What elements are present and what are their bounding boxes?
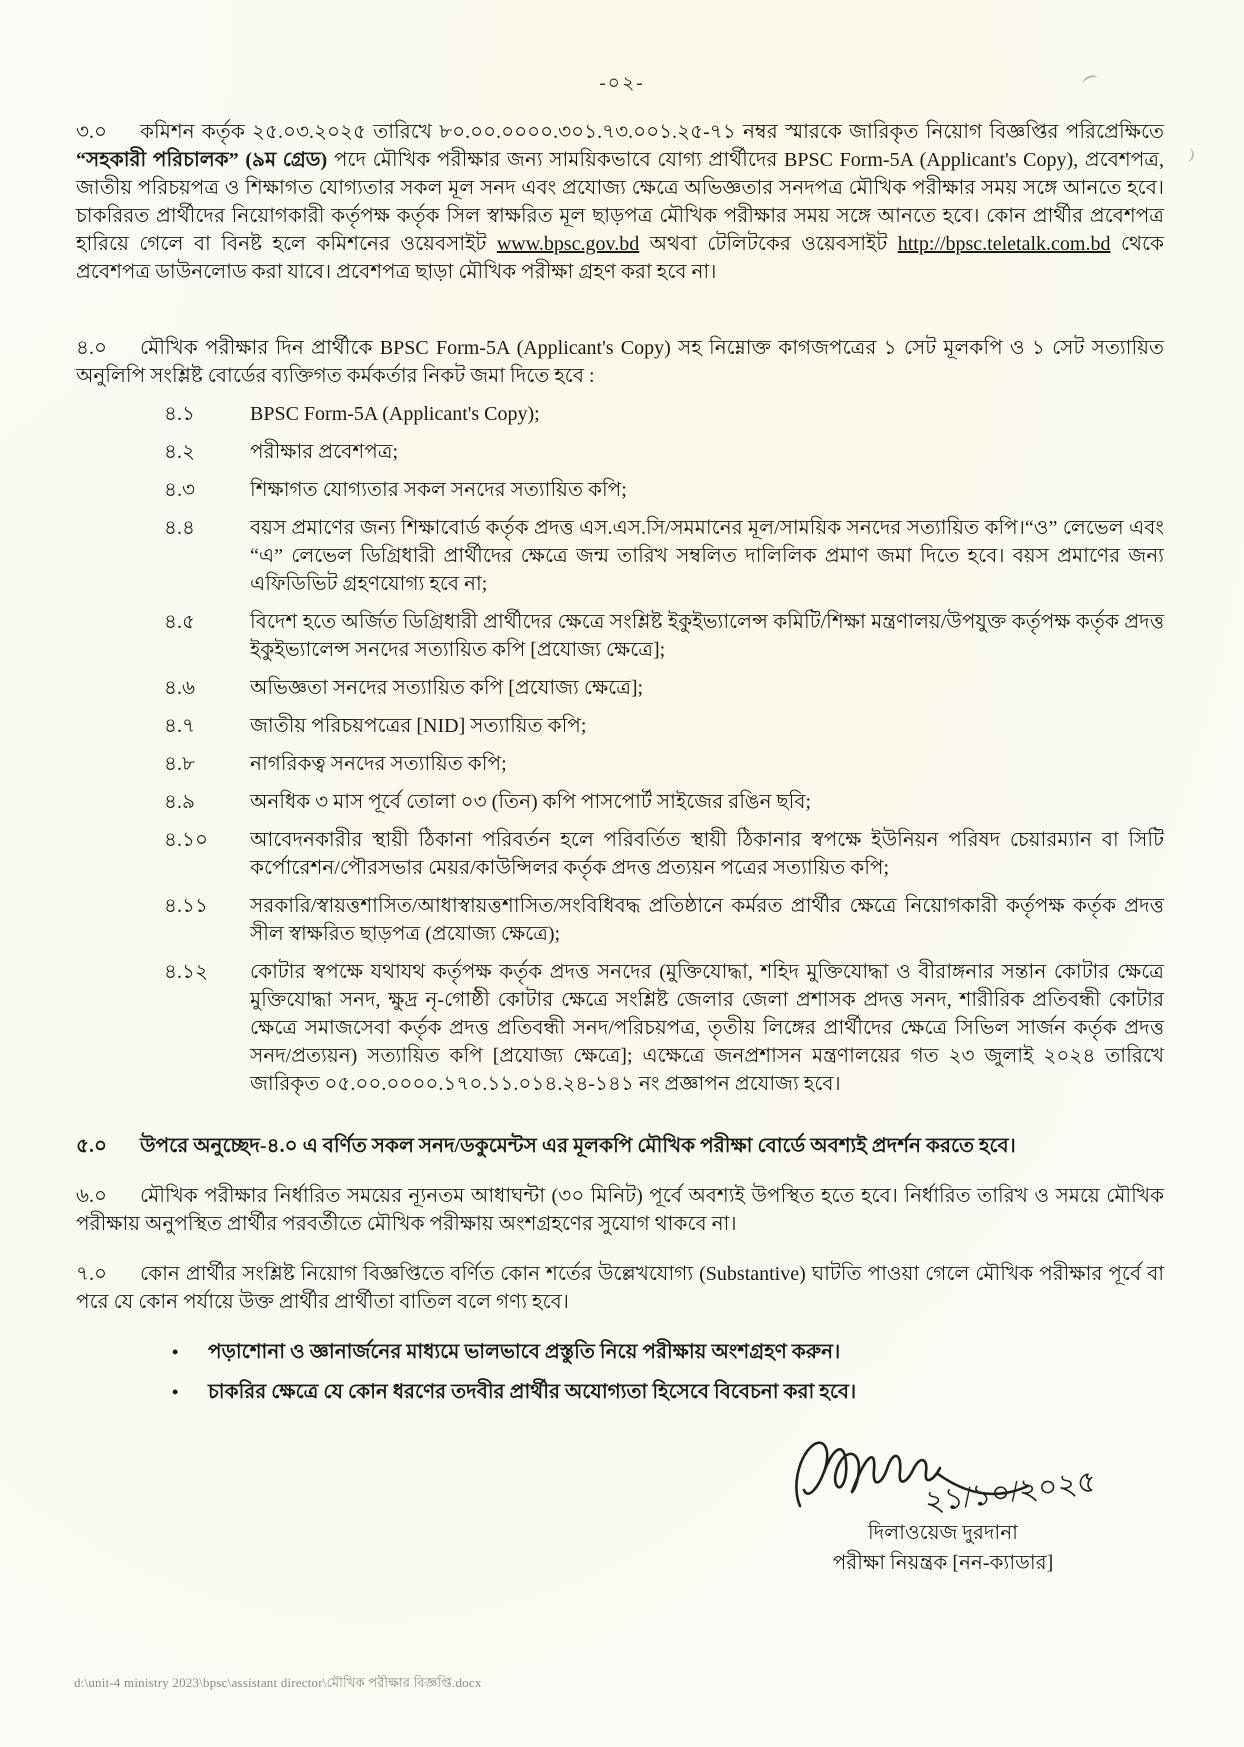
item-number: ৪.৮ bbox=[164, 753, 195, 775]
item-number: ৪.৩ bbox=[164, 479, 195, 501]
item-number: ৪.৯ bbox=[164, 791, 195, 813]
clause-number: ৫.০ bbox=[76, 1135, 107, 1157]
list-item-4-7 bbox=[164, 712, 1164, 740]
list-item-4-12 bbox=[164, 958, 1164, 1098]
bullet-text: চাকরির ক্ষেত্রে যে কোন ধরণের তদবীর প্রার্থীর অযোগ্যতা হিসেবে বিবেচনা করা হবে। bbox=[208, 1381, 857, 1403]
clause-text: থেকে প্রবেশপত্র ডাউনলোড করা যাবে। প্রবেশপত্র ছাড়া মৌখিক পরীক্ষা গ্রহণ করা হবে না। bbox=[76, 233, 1164, 283]
item-number: ৪.৭ bbox=[164, 715, 195, 737]
item-text: শিক্ষাগত যোগ্যতার সকল সনদের সত্যায়িত কপি; bbox=[250, 479, 627, 501]
clause-number: ৬.০ bbox=[76, 1185, 108, 1207]
item-text: বিদেশ হতে অর্জিত ডিগ্রিধারী প্রার্থীদের ক্ষেত্রে সংশ্লিষ্ট ইকুইভ্যালেন্স কমিটি/শিক্ষা মন্ত্রণালয়/উপযুক্ত কর্তৃপক্ষ কর্তৃক প্রদত্ত ইকুইভ্যালেন্স সনদের সত্যায়িত কপি [প্রযোজ্য ক্ষেত্রে]; bbox=[250, 611, 1164, 661]
list-item-4-5 bbox=[164, 608, 1164, 664]
bullet-text: পড়াশোনা ও জ্ঞানার্জনের মাধ্যমে ভালভাবে প্রস্তুতি নিয়ে পরীক্ষায় অংশগ্রহণ করুন। bbox=[208, 1341, 841, 1363]
clause-number: ৪.০ bbox=[76, 337, 107, 359]
list-item-4-1 bbox=[164, 400, 1164, 428]
signature-name: দিলাওয়েজ দুরদানা bbox=[868, 1522, 1018, 1544]
clause-text: অথবা টেলিটকের ওয়েবসাইট bbox=[639, 233, 898, 255]
paragraph-5-0 bbox=[76, 1132, 1164, 1160]
signature-scribble bbox=[778, 1428, 1108, 1528]
page-number: -০২- bbox=[599, 73, 645, 94]
list-item-4-8 bbox=[164, 750, 1164, 778]
item-text: অভিজ্ঞতা সনদের সত্যায়িত কপি [প্রযোজ্য ক্ষেত্রে]; bbox=[250, 677, 644, 699]
clause-text: কোন প্রার্থীর সংশ্লিষ্ট নিয়োগ বিজ্ঞপ্তিতে বর্ণিত কোন শর্তের উল্লেখযোগ্য (Substantive) ঘাটতি পাওয়া গেলে মৌখিক পরীক্ষার পূর্বে বা পরে যে কোন পর্যায়ে উক্ত প্রার্থীর প্রার্থীতা বাতিল বলে গণ্য হবে। bbox=[76, 1263, 1164, 1313]
bullet-icon: • bbox=[172, 1342, 179, 1362]
item-text: নাগরিকত্ব সনদের সত্যায়িত কপি; bbox=[250, 753, 507, 775]
post-name-bold: “সহকারী পরিচালক” (৯ম গ্রেড) bbox=[76, 149, 328, 171]
list-item-4-9 bbox=[164, 788, 1164, 816]
teletalk-website-url: http://bpsc.teletalk.com.bd bbox=[897, 233, 1111, 255]
item-number: ৪.১১ bbox=[164, 895, 208, 917]
item-number: ৪.১ bbox=[164, 403, 195, 425]
advice-bullet-list bbox=[172, 1338, 1164, 1406]
item-text: বয়স প্রমাণের জন্য শিক্ষাবোর্ড কর্তৃক প্রদত্ত এস.এস.সি/সমমানের মূল/সাময়িক সনদের সত্যায়িত কপি।“ও” লেভেল এবং “এ” লেভেল ডিগ্রিধারী প্রার্থীদের ক্ষেত্রে জন্ম তারিখ সম্বলিত দালিলিক প্রমাণ জমা দিতে হবে। বয়স প্রমাণের জন্য এফিডিভিট গ্রহণযোগ্য হবে না; bbox=[250, 517, 1164, 595]
list-item-4-4 bbox=[164, 514, 1164, 598]
item-text: সরকারি/স্বায়ত্তশাসিত/আধাস্বায়ত্তশাসিত/সংবিধিবদ্ধ প্রতিষ্ঠানে কর্মরত প্রার্থীর ক্ষেত্রে নিয়োগকারী কর্তৃপক্ষ কর্তৃক প্রদত্ত সীল স্বাক্ষরিত ছাড়পত্র (প্রযোজ্য ক্ষেত্রে); bbox=[250, 895, 1164, 945]
paragraph-4-0 bbox=[76, 334, 1164, 390]
bullet-item bbox=[172, 1338, 1164, 1366]
bpsc-website-url: www.bpsc.gov.bd bbox=[496, 233, 640, 255]
item-number: ৪.৫ bbox=[164, 611, 195, 633]
signature-date: ২১/১০/২০২৫ bbox=[922, 1465, 1099, 1519]
clause-text: পদে মৌখিক পরীক্ষার জন্য সাময়িকভাবে যোগ্য প্রার্থীদের BPSC Form-5A (Applicant's Copy), প্রবেশপত্র, জাতীয় পরিচয়পত্র ও শিক্ষাগত যোগ্যতার সকল মূল সনদ এবং প্রযোজ্য ক্ষেত্রে অভিজ্ঞতার সনদপত্র মৌখিক পরীক্ষার সময় সঙ্গে আনতে হবে। চাকরিরত প্রার্থীদের নিয়োগকারী কর্তৃপক্ষ কর্তৃক সিল স্বাক্ষরিত মূল ছাড়পত্র মৌখিক পরীক্ষার সময় সঙ্গে আনতে হবে। কোন প্রার্থীর প্রবেশপত্র হারিয়ে গেলে বা বিনষ্ট হলে কমিশনের ওয়েবসাইট bbox=[76, 149, 1164, 255]
list-item-4-6 bbox=[164, 674, 1164, 702]
clause-text: উপরে অনুচ্ছেদ-৪.০ এ বর্ণিত সকল সনদ/ডকুমেন্টস এর মূলকপি মৌখিক পরীক্ষা বোর্ডে অবশ্যই প্রদর্শন করতে হবে। bbox=[140, 1135, 1016, 1157]
item-text: অনধিক ৩ মাস পূর্বে তোলা ০৩ (তিন) কপি পাসপোর্ট সাইজের রঙিন ছবি; bbox=[250, 791, 812, 813]
bullet-icon: • bbox=[172, 1382, 179, 1402]
item-text: পরীক্ষার প্রবেশপত্র; bbox=[250, 441, 399, 463]
list-item-4-11 bbox=[164, 892, 1164, 948]
clause-text: মৌখিক পরীক্ষার দিন প্রার্থীকে BPSC Form-5A (Applicant's Copy) সহ নিম্নোক্ত কাগজপত্রের ১ সেট মূলকপি ও ১ সেট সত্যায়িত অনুলিপি সংশ্লিষ্ট বোর্ডের ব্যক্তিগত কর্মকর্তার নিকট জমা দিতে হবে : bbox=[76, 337, 1164, 387]
item-number: ৪.৬ bbox=[164, 677, 195, 699]
clause-number: ৩.০ bbox=[76, 121, 108, 143]
document-body bbox=[76, 118, 1164, 1406]
paragraph-7-0 bbox=[76, 1260, 1164, 1316]
paragraph-3-0 bbox=[76, 118, 1164, 286]
item-text: জাতীয় পরিচয়পত্রের [NID] সত্যায়িত কপি; bbox=[250, 715, 587, 737]
item-number: ৪.১২ bbox=[164, 961, 208, 983]
scan-artifact-mark bbox=[1184, 147, 1195, 162]
item-text: BPSC Form-5A (Applicant's Copy); bbox=[250, 403, 540, 425]
item-number: ৪.১০ bbox=[164, 829, 208, 851]
clause-text: কমিশন কর্তৃক ২৫.০৩.২০২৫ তারিখে ৮০.০০.০০০০.৩০১.৭৩.০০১.২৫-৭১ নম্বর স্মারকে জারিকৃত নিয়োগ বিজ্ঞপ্তির পরিপ্রেক্ষিতে bbox=[140, 121, 1164, 143]
footer-file-path: d:\unit-4 ministry 2023\bpsc\assistant director\মৌখিক পরীক্ষার বিজ্ঞপ্তি.docx bbox=[74, 1675, 482, 1690]
item-text: কোটার স্বপক্ষে যথাযথ কর্তৃপক্ষ কর্তৃক প্রদত্ত সনদের (মুক্তিযোদ্ধা, শহিদ মুক্তিযোদ্ধা ও বীরাঙ্গনার সন্তান কোটার ক্ষেত্রে মুক্তিযোদ্ধা সনদ, ক্ষুদ্র নৃ-গোষ্ঠী কোটার ক্ষেত্রে সংশ্লিষ্ট জেলার জেলা প্রশাসক প্রদত্ত সনদ, শারীরিক প্রতিবন্ধী কোটার ক্ষেত্রে সমাজসেবা কর্তৃক প্রদত্ত প্রতিবন্ধী সনদ/পরিচয়পত্র, তৃতীয় লিঙ্গের প্রার্থীদের ক্ষেত্রে সিভিল সার্জন কর্তৃক প্রদত্ত সনদ/প্রত্যয়ন) সত্যায়িত কপি [প্রযোজ্য ক্ষেত্রে]; এক্ষেত্রে জনপ্রশাসন মন্ত্রণালয়ের গত ২৩ জুলাই ২০২৪ তারিখে জারিকৃত ০৫.০০.০০০০.১৭০.১১.০১৪.২৪-১৪১ নং প্রজ্ঞাপন প্রযোজ্য হবে। bbox=[250, 961, 1164, 1095]
list-item-4-2 bbox=[164, 438, 1164, 466]
signature-block bbox=[738, 1428, 1148, 1578]
clause-number: ৭.০ bbox=[76, 1263, 108, 1285]
bullet-item bbox=[172, 1378, 1164, 1406]
item-number: ৪.৪ bbox=[164, 517, 195, 539]
paragraph-6-0 bbox=[76, 1182, 1164, 1238]
item-text: আবেদনকারীর স্থায়ী ঠিকানা পরিবর্তন হলে পরিবর্তিত স্থায়ী ঠিকানার স্বপক্ষে ইউনিয়ন পরিষদ চেয়ারম্যান বা সিটি কর্পোরেশন/পৌরসভার মেয়র/কাউন্সিলর কর্তৃক প্রদত্ত প্রত্যয়ন পত্রের সত্যায়িত কপি; bbox=[250, 829, 1164, 879]
clause-text: মৌখিক পরীক্ষার নির্ধারিত সময়ের ন্যূনতম আধাঘন্টা (৩০ মিনিট) পূর্বে অবশ্যই উপস্থিত হতে হবে। নির্ধারিত তারিখ ও সময়ে মৌখিক পরীক্ষায় অনুপস্থিত প্রার্থীর পরবর্তীতে মৌখিক পরীক্ষায় অংশগ্রহণের সুযোগ থাকবে না। bbox=[76, 1185, 1164, 1235]
list-item-4-10 bbox=[164, 826, 1164, 882]
list-item-4-3 bbox=[164, 476, 1164, 504]
item-number: ৪.২ bbox=[164, 441, 195, 463]
signature-title: পরীক্ষা নিয়ন্ত্রক [নন-ক্যাডার] bbox=[832, 1552, 1054, 1574]
